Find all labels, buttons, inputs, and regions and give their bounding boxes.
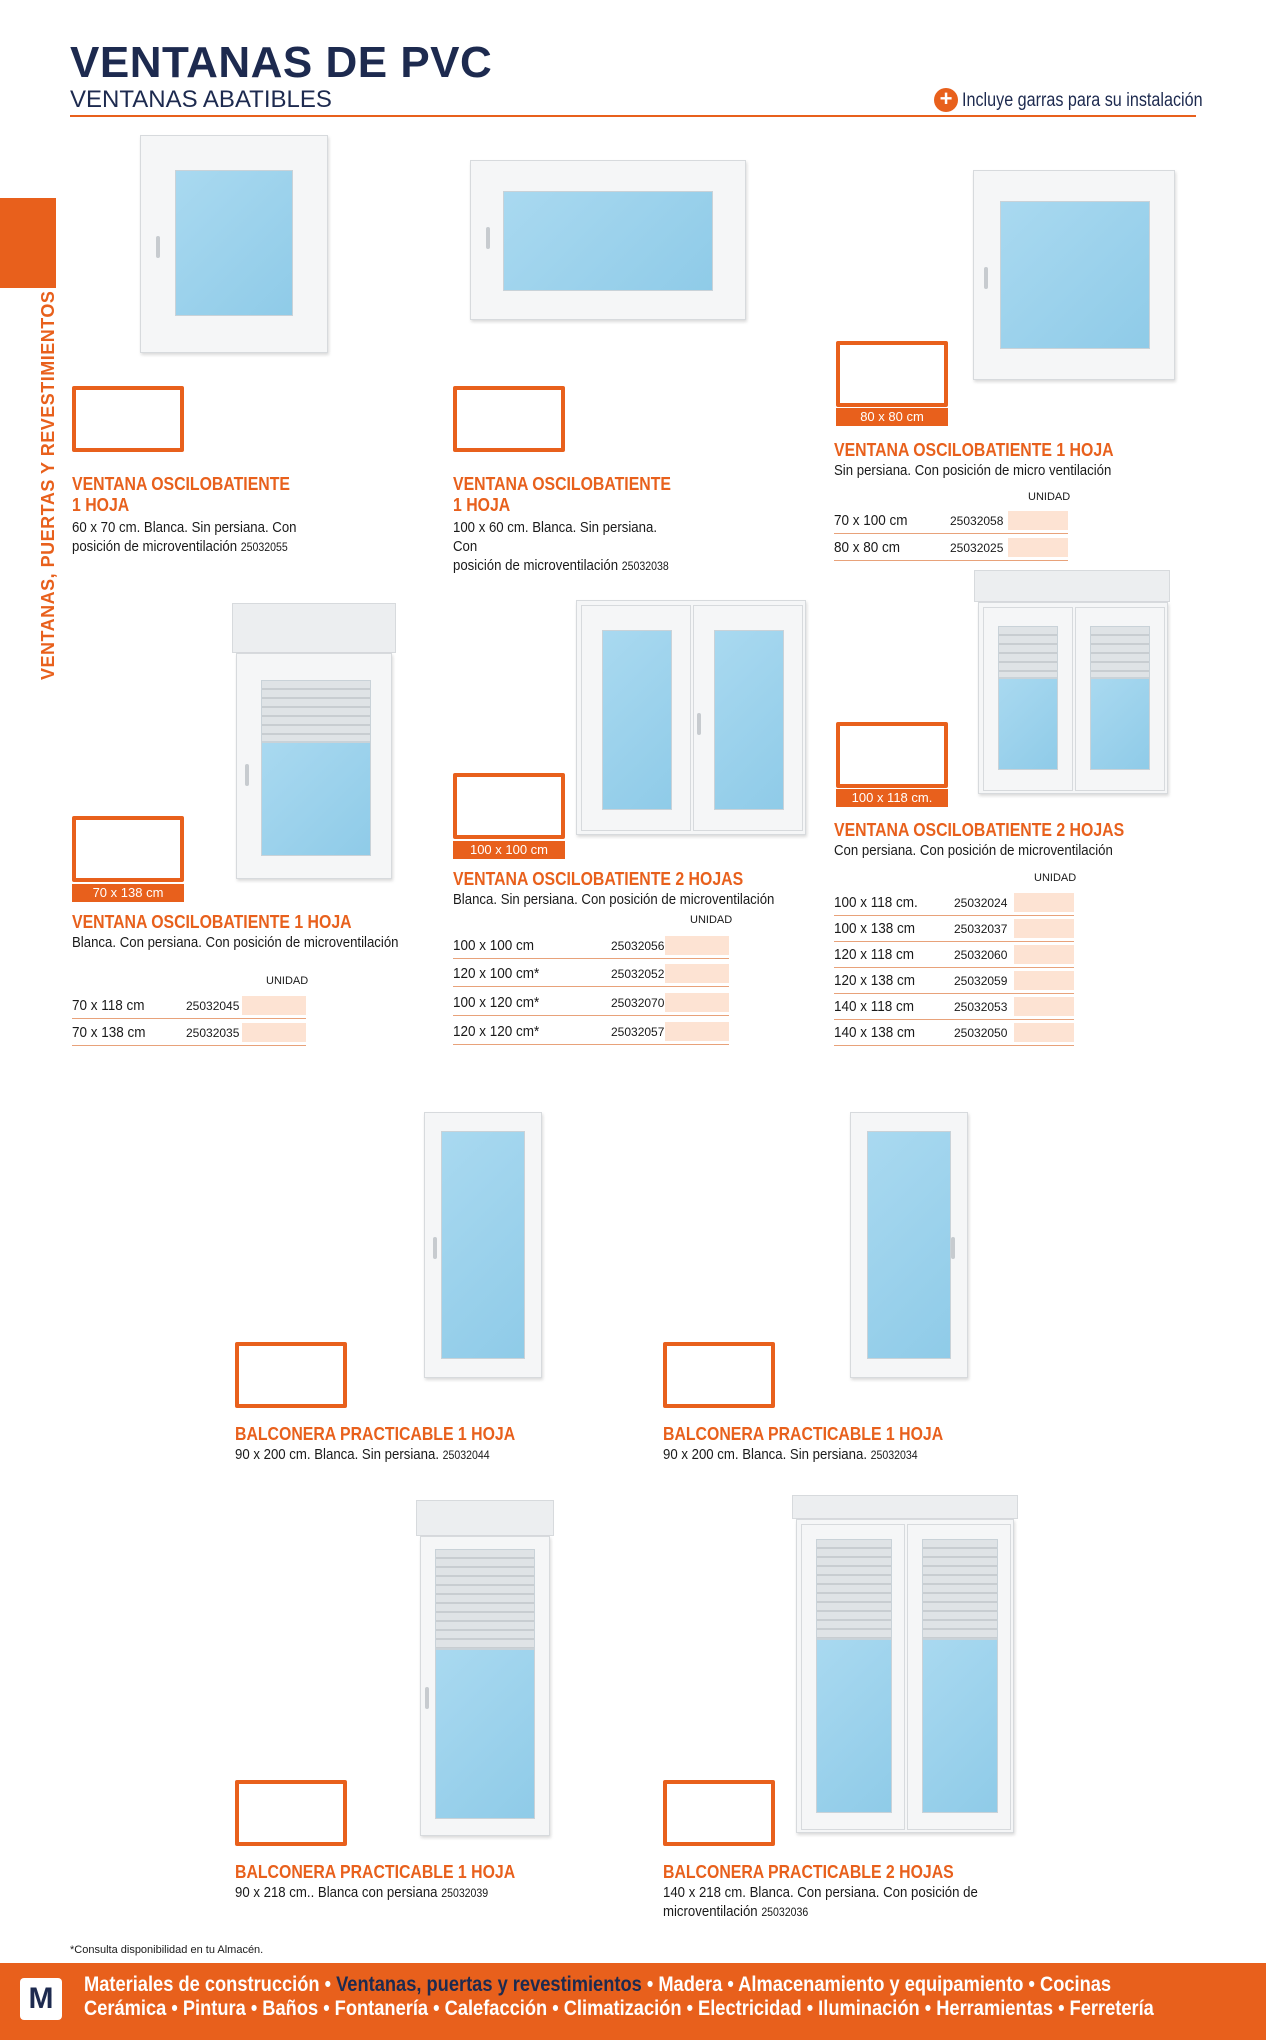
- price-box: [836, 722, 948, 788]
- unit-header: UNIDAD: [1028, 491, 1071, 503]
- side-tab: [0, 198, 56, 288]
- shutter-box: [416, 1500, 554, 1536]
- product-description: Blanca. Con persiana. Con posición de microventilación: [72, 934, 399, 951]
- door-image-140x218: [796, 1519, 1014, 1833]
- product-code: 25032039: [441, 1886, 489, 1900]
- table-row: 70 x 100 cm 25032058: [834, 508, 1068, 534]
- product-description: 90 x 200 cm. Blanca. Sin persiana. 25032034: [663, 1446, 918, 1463]
- product-description: Blanca. Sin persiana. Con posición de microventilación: [453, 891, 775, 908]
- side-category-label: VENTANAS, PUERTAS Y REVESTIMIENTOS: [38, 290, 58, 680]
- footer-categories-line1: Materiales de construcción • Ventanas, puertas y revestimientos • Madera • Almacenamiento y equipamiento • Cocinas: [84, 1973, 1112, 1996]
- table-row: 120 x 118 cm 25032060: [834, 942, 1074, 968]
- unit-cell[interactable]: [665, 964, 729, 983]
- header-divider: [70, 115, 1196, 117]
- size-tag: 100 x 118 cm.: [836, 789, 948, 807]
- product-description: 100 x 60 cm. Blanca. Sin persiana. Con posición de microventilación 25032038: [453, 519, 669, 574]
- product-code: 25032038: [621, 559, 669, 573]
- price-box: [836, 341, 948, 407]
- product-name: VENTANA OSCILOBATIENTE 1 HOJA: [72, 474, 290, 515]
- product-name: VENTANA OSCILOBATIENTE 2 HOJAS: [453, 869, 744, 889]
- table-row: 120 x 120 cm* 25032057: [453, 1019, 729, 1045]
- product-name: VENTANA OSCILOBATIENTE 2 HOJAS: [834, 820, 1125, 840]
- unit-cell[interactable]: [1014, 1023, 1074, 1042]
- table-row: 100 x 120 cm* 25032070: [453, 990, 729, 1016]
- unit-cell[interactable]: [1014, 971, 1074, 990]
- unit-cell[interactable]: [1014, 997, 1074, 1016]
- table-row: 120 x 100 cm* 25032052: [453, 961, 729, 987]
- price-box: [235, 1342, 347, 1408]
- product-name: BALCONERA PRACTICABLE 1 HOJA: [235, 1424, 516, 1444]
- table-row: 80 x 80 cm 25032025: [834, 535, 1068, 561]
- unit-cell[interactable]: [242, 1023, 306, 1042]
- table-row: 100 x 100 cm 25032056: [453, 933, 729, 959]
- plus-icon: +: [934, 88, 958, 112]
- unit-cell[interactable]: [1014, 893, 1074, 912]
- product-description: 140 x 218 cm. Blanca. Con persiana. Con posición de microventilación 25032036: [663, 1884, 978, 1920]
- product-code: 25032034: [870, 1448, 918, 1462]
- shutter-box: [974, 570, 1170, 602]
- product-description: 90 x 218 cm.. Blanca con persiana 25032039: [235, 1884, 489, 1901]
- price-box: [453, 773, 565, 839]
- price-box: [453, 386, 565, 452]
- table-row: 70 x 138 cm 25032035: [72, 1020, 306, 1046]
- unit-header: UNIDAD: [1034, 872, 1077, 884]
- unit-cell[interactable]: [665, 936, 729, 955]
- product-description: Con persiana. Con posición de microventilación: [834, 842, 1113, 859]
- door-image-90x200: [424, 1112, 542, 1378]
- unit-header: UNIDAD: [266, 975, 309, 987]
- unit-cell[interactable]: [1008, 511, 1068, 530]
- window-image-70x138: [236, 653, 392, 879]
- product-name: BALCONERA PRACTICABLE 1 HOJA: [663, 1424, 944, 1444]
- footnote: *Consulta disponibilidad en tu Almacén.: [70, 1944, 264, 1956]
- table-row: 120 x 138 cm 25032059: [834, 968, 1074, 994]
- brand-logo: M: [20, 1978, 62, 2020]
- page-subtitle: VENTANAS ABATIBLES: [70, 86, 332, 113]
- size-tag: 100 x 100 cm: [453, 841, 565, 859]
- window-image-100x118: [978, 602, 1168, 794]
- product-name: VENTANA OSCILOBATIENTE 1 HOJA: [834, 440, 1114, 460]
- price-box: [72, 386, 184, 452]
- installation-note: Incluye garras para su instalación: [962, 90, 1203, 111]
- unit-cell[interactable]: [665, 993, 729, 1012]
- product-name: VENTANA OSCILOBATIENTE 1 HOJA: [72, 912, 352, 932]
- table-row: 140 x 138 cm 25032050: [834, 1020, 1074, 1046]
- window-image-100x100: [576, 600, 806, 835]
- window-image-80x80: [973, 170, 1175, 380]
- product-name: BALCONERA PRACTICABLE 1 HOJA: [235, 1862, 516, 1882]
- unit-cell[interactable]: [1014, 945, 1074, 964]
- shutter-box: [792, 1495, 1018, 1519]
- product-description: 60 x 70 cm. Blanca. Sin persiana. Con posición de microventilación 25032055: [72, 519, 297, 555]
- door-image-90x200: [850, 1112, 968, 1378]
- table-row: 100 x 118 cm. 25032024: [834, 890, 1074, 916]
- product-code: 25032044: [442, 1448, 490, 1462]
- product-name: VENTANA OSCILOBATIENTE 1 HOJA: [453, 474, 671, 515]
- footer-categories-line2: Cerámica • Pintura • Baños • Fontanería • Calefacción • Climatización • Electricidad • Iluminación • Herramientas • Ferretería: [84, 1997, 1154, 2020]
- shutter-box: [232, 603, 396, 653]
- price-box: [235, 1780, 347, 1846]
- table-row: 100 x 138 cm 25032037: [834, 916, 1074, 942]
- product-code: 25032036: [761, 1905, 809, 1919]
- product-code: 25032055: [240, 540, 288, 554]
- table-row: 140 x 118 cm 25032053: [834, 994, 1074, 1020]
- product-description: 90 x 200 cm. Blanca. Sin persiana. 25032044: [235, 1446, 490, 1463]
- price-box: [663, 1780, 775, 1846]
- door-image-90x218: [420, 1536, 550, 1836]
- price-box: [663, 1342, 775, 1408]
- product-name: BALCONERA PRACTICABLE 2 HOJAS: [663, 1862, 954, 1882]
- unit-header: UNIDAD: [690, 914, 733, 926]
- unit-cell[interactable]: [1014, 919, 1074, 938]
- table-row: 70 x 118 cm 25032045: [72, 993, 306, 1019]
- window-image-100x60: [470, 160, 746, 320]
- window-image-60x70: [140, 135, 328, 353]
- size-tag: 80 x 80 cm: [836, 408, 948, 426]
- page-title: VENTANAS DE PVC: [70, 38, 493, 87]
- unit-cell[interactable]: [665, 1022, 729, 1041]
- size-tag: 70 x 138 cm: [72, 884, 184, 902]
- unit-cell[interactable]: [242, 996, 306, 1015]
- product-description: Sin persiana. Con posición de micro ventilación: [834, 462, 1112, 479]
- unit-cell[interactable]: [1008, 538, 1068, 557]
- price-box: [72, 816, 184, 882]
